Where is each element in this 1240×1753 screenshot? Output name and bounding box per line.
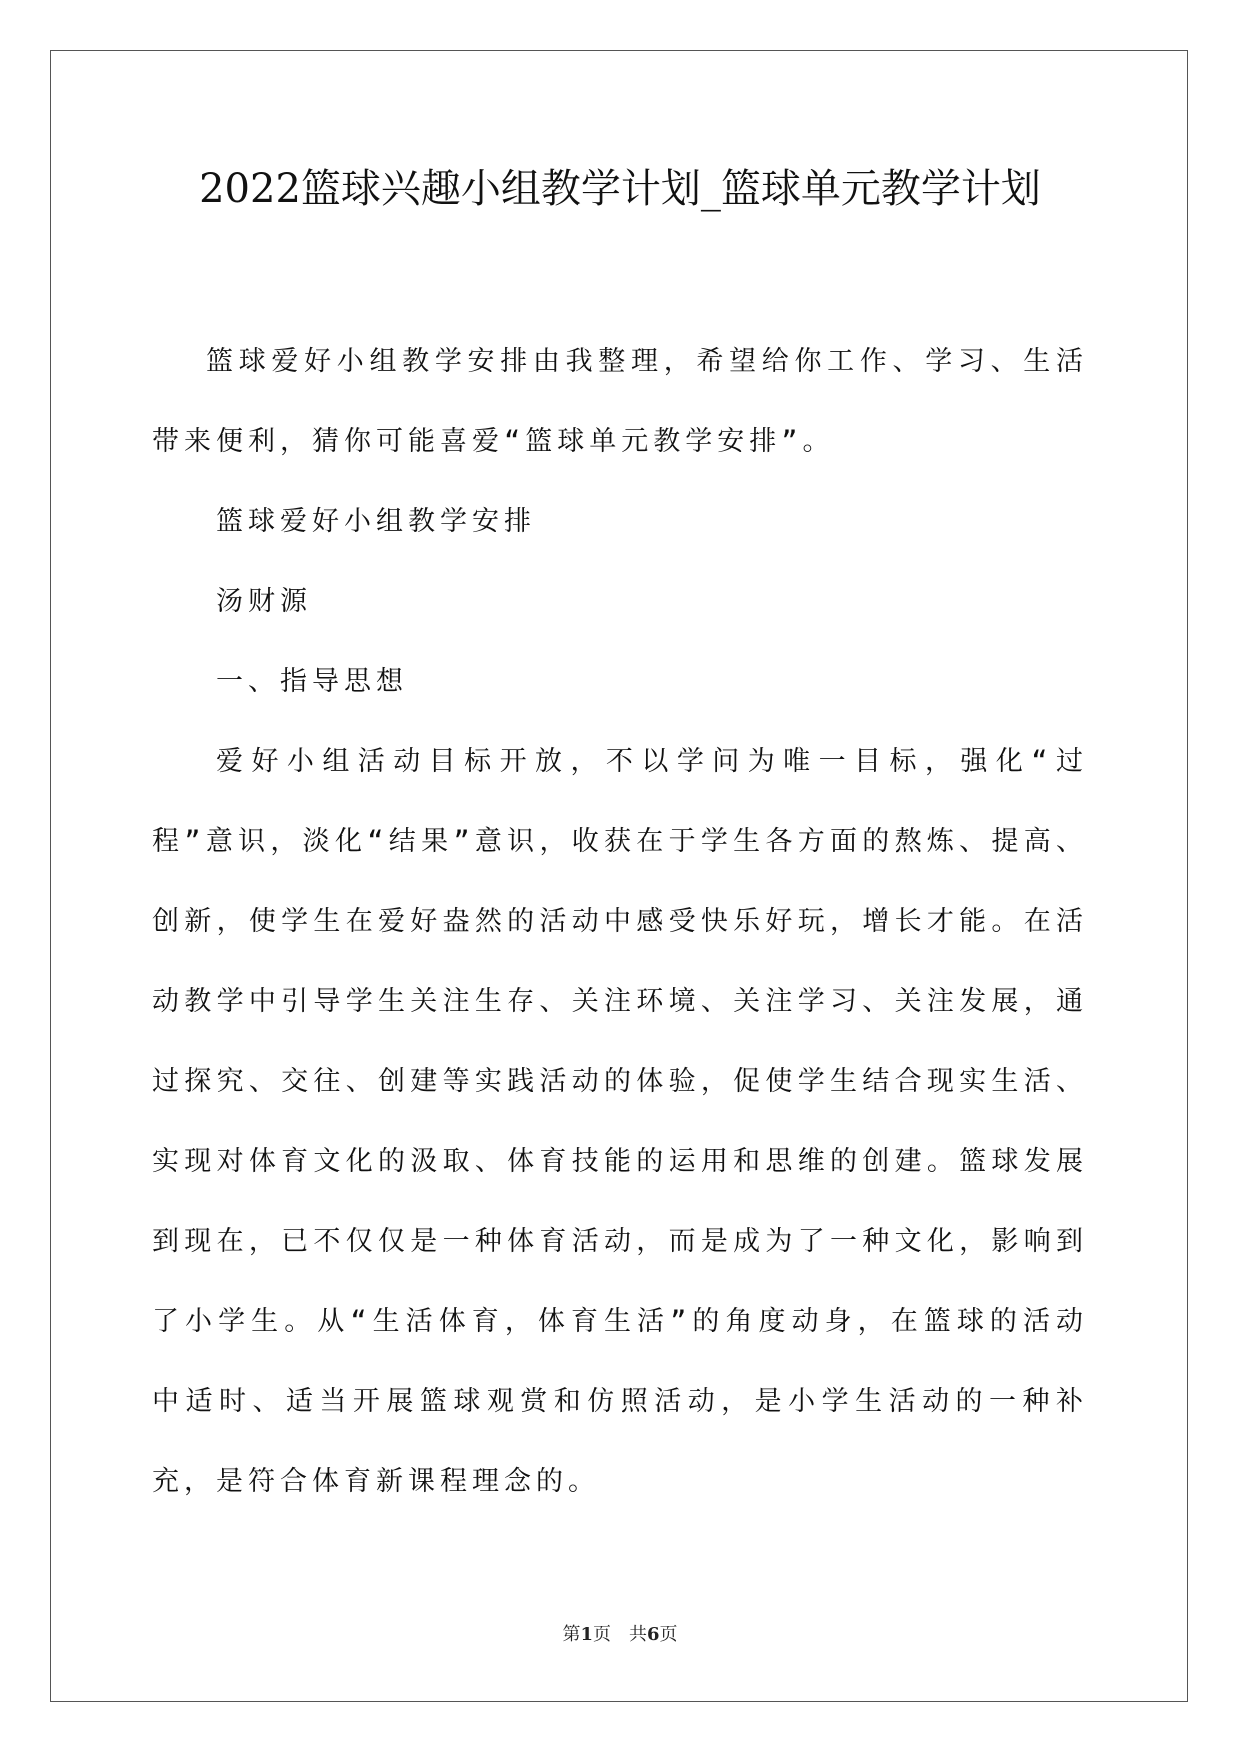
page-prefix: 第	[562, 1624, 581, 1645]
total-prefix: 共	[629, 1624, 647, 1645]
total-page-number: 6	[647, 1624, 660, 1645]
body-paragraph: 爱好小组活动目标开放，不以学问为唯一目标，强化“过程”意识，淡化“结果”意识，收获在于学生各方面的熬炼、提高、创新，使学生在爱好盎然的活动中感受快乐好玩，增长才能。在活动教学中引导学生关注生存、关注环境、关注学习、关注发展，通过探究、交往、创建等实践活动的体验，促使学生结合现实生活、实现对体育文化的汲取、体育技能的运用和思维的创建。篮球发展到现在，已不仅仅是一种体育活动，而是成为了一种文化，影响到了小学生。从“生活体育，体育生活”的角度动身，在篮球的活动中适时、适当开展篮球观赏和仿照活动，是小学生活动的一种补充，是符合体育新课程理念的。	[152, 746, 1088, 1497]
page-footer	[0, 1620, 1240, 1646]
page-unit: 页	[593, 1624, 611, 1645]
subsection-heading: 一、指导思想	[216, 666, 408, 697]
section-heading: 篮球爱好小组教学安排	[216, 506, 536, 537]
document-body	[152, 322, 1088, 1522]
intro-paragraph: 篮球爱好小组教学安排由我整理，希望给你工作、学习、生活带来便利，猜你可能喜爱“篮球单元教学安排”。	[152, 346, 1088, 457]
total-unit: 页	[659, 1624, 678, 1645]
current-page-number: 1	[580, 1624, 593, 1645]
author-name: 汤财源	[216, 586, 312, 617]
document-title: 2022篮球兴趣小组教学计划_篮球单元教学计划	[199, 166, 1041, 212]
